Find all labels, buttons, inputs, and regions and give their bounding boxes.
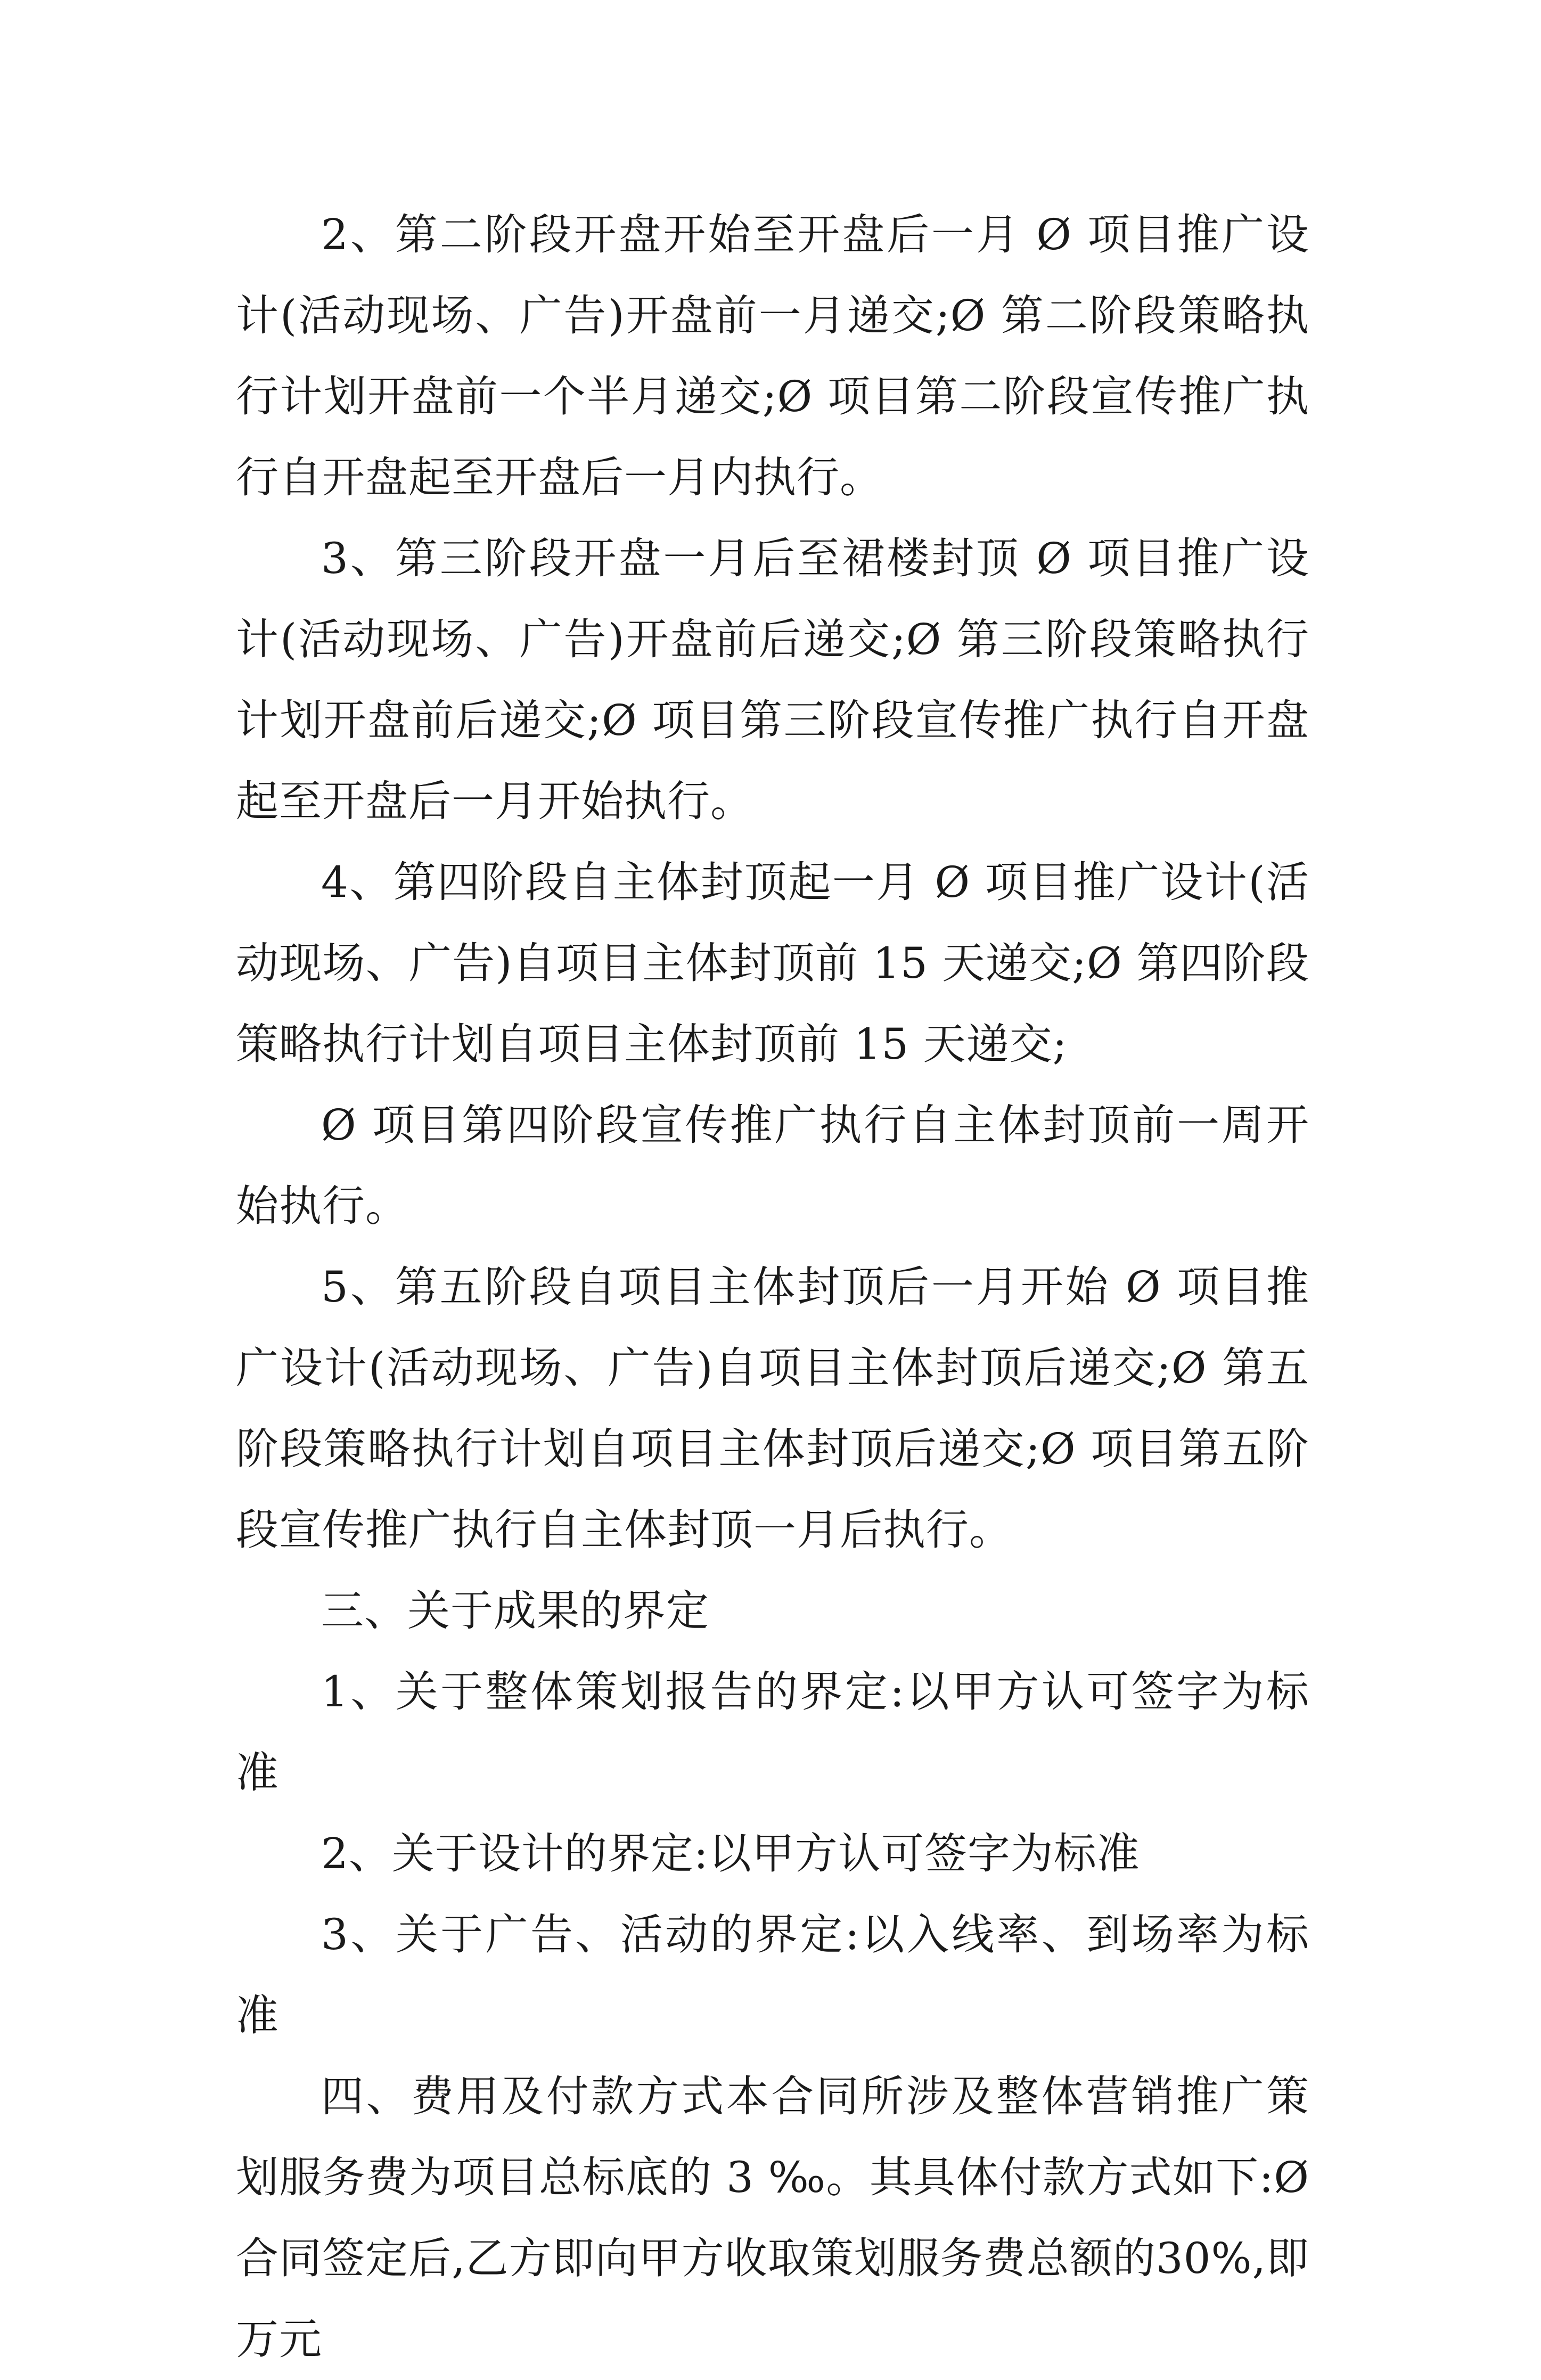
paragraph-stage-3: 3、第三阶段开盘一月后至裙楼封顶 Ø 项目推广设计(活动现场、广告)开盘前后递交;Ø 第三阶段策略执行计划开盘前后递交;Ø 项目第三阶段宣传推广执行自开盘起至开盘后一月开始执行。	[236, 534, 1309, 826]
section-heading-deliverables: 三、关于成果的界定	[321, 1586, 709, 1635]
paragraph-stage-4: 4、第四阶段自主体封顶起一月 Ø 项目推广设计(活动现场、广告)自项目主体封顶前 15 天递交;Ø 第四阶段策略执行计划自项目主体封顶前 15 天递交;	[236, 857, 1309, 1069]
paragraph-stage-4-continued: Ø 项目第四阶段宣传推广执行自主体封顶前一周开始执行。	[236, 1100, 1309, 1231]
paragraph-stage-5: 5、第五阶段自项目主体封顶后一月开始 Ø 项目推广设计(活动现场、广告)自项目主体封顶后递交;Ø 第五阶段策略执行计划自项目主体封顶后递交;Ø 项目第五阶段宣传推广执行自主体封顶一月后执行。	[236, 1262, 1309, 1555]
paragraph-fees-payment: 四、费用及付款方式本合同所涉及整体营销推广策划服务费为项目总标底的 3 ‰。其具体付款方式如下:Ø 合同签定后,乙方即向甲方收取策划服务费总额的30%,即 万元	[236, 2072, 1309, 2364]
paragraph-deliverable-ads: 3、关于广告、活动的界定:以入线率、到场率为标准	[236, 1910, 1309, 2040]
paragraph-deliverable-design: 2、关于设计的界定:以甲方认可签字为标准	[321, 1829, 1140, 1878]
paragraph-stage-2: 2、第二阶段开盘开始至开盘后一月 Ø 项目推广设计(活动现场、广告)开盘前一月递交;Ø 第二阶段策略执行计划开盘前一个半月递交;Ø 项目第二阶段宣传推广执行自开盘起至开盘后一月内执行。	[236, 210, 1309, 502]
paragraph-deliverable-report: 1、关于整体策划报告的界定:以甲方认可签字为标准	[236, 1667, 1309, 1797]
document-body	[236, 194, 1309, 2380]
